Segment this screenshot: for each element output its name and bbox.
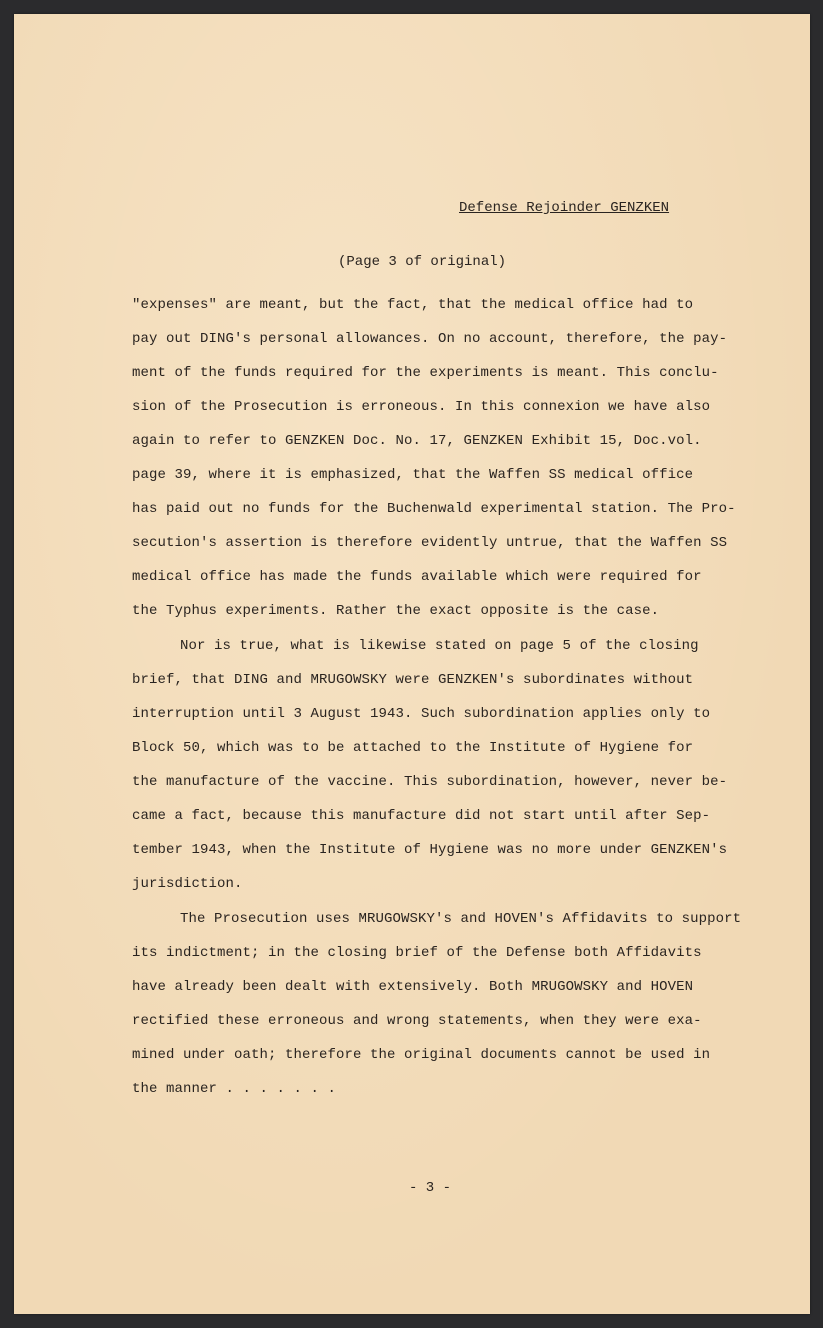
text-line: mined under oath; therefore the original documents cannot be used in <box>132 1047 711 1063</box>
text-line: has paid out no funds for the Buchenwald experimental station. The Pro- <box>132 501 736 517</box>
text-line: again to refer to GENZKEN Doc. No. 17, GENZKEN Exhibit 15, Doc.vol. <box>132 433 702 449</box>
text-line: tember 1943, when the Institute of Hygiene was no more under GENZKEN's <box>132 842 728 858</box>
page-subtitle: (Page 3 of original) <box>338 254 507 270</box>
text-line: Block 50, which was to be attached to the Institute of Hygiene for <box>132 740 694 756</box>
text-line: came a fact, because this manufacture did not start until after Sep- <box>132 808 711 824</box>
text-line: sion of the Prosecution is erroneous. In this connexion we have also <box>132 399 711 415</box>
text-line: the Typhus experiments. Rather the exact opposite is the case. <box>132 603 660 619</box>
text-line: have already been dealt with extensively. Both MRUGOWSKY and HOVEN <box>132 979 694 995</box>
text-line: rectified these erroneous and wrong statements, when they were exa- <box>132 1013 702 1029</box>
text-line: the manner . . . . . . . <box>132 1081 337 1097</box>
text-line: brief, that DING and MRUGOWSKY were GENZKEN's subordinates without <box>132 672 694 688</box>
text-line: jurisdiction. <box>132 876 243 892</box>
text-line: the manufacture of the vaccine. This subordination, however, never be- <box>132 774 728 790</box>
document-title: Defense Rejoinder GENZKEN <box>459 200 670 216</box>
text-line: Nor is true, what is likewise stated on page 5 of the closing <box>180 638 699 654</box>
text-line: secution's assertion is therefore evidently untrue, that the Waffen SS <box>132 535 728 551</box>
text-line: page 39, where it is emphasized, that the Waffen SS medical office <box>132 467 694 483</box>
page-number: - 3 - <box>409 1180 452 1196</box>
text-line: its indictment; in the closing brief of the Defense both Affidavits <box>132 945 702 961</box>
text-line: The Prosecution uses MRUGOWSKY's and HOVEN's Affidavits to support <box>180 911 742 927</box>
text-line: interruption until 3 August 1943. Such subordination applies only to <box>132 706 711 722</box>
text-line: "expenses" are meant, but the fact, that the medical office had to <box>132 297 694 313</box>
text-line: medical office has made the funds available which were required for <box>132 569 702 585</box>
text-line: pay out DING's personal allowances. On no account, therefore, the pay- <box>132 331 728 347</box>
text-line: ment of the funds required for the experiments is meant. This conclu- <box>132 365 719 381</box>
document-page <box>14 14 810 1314</box>
